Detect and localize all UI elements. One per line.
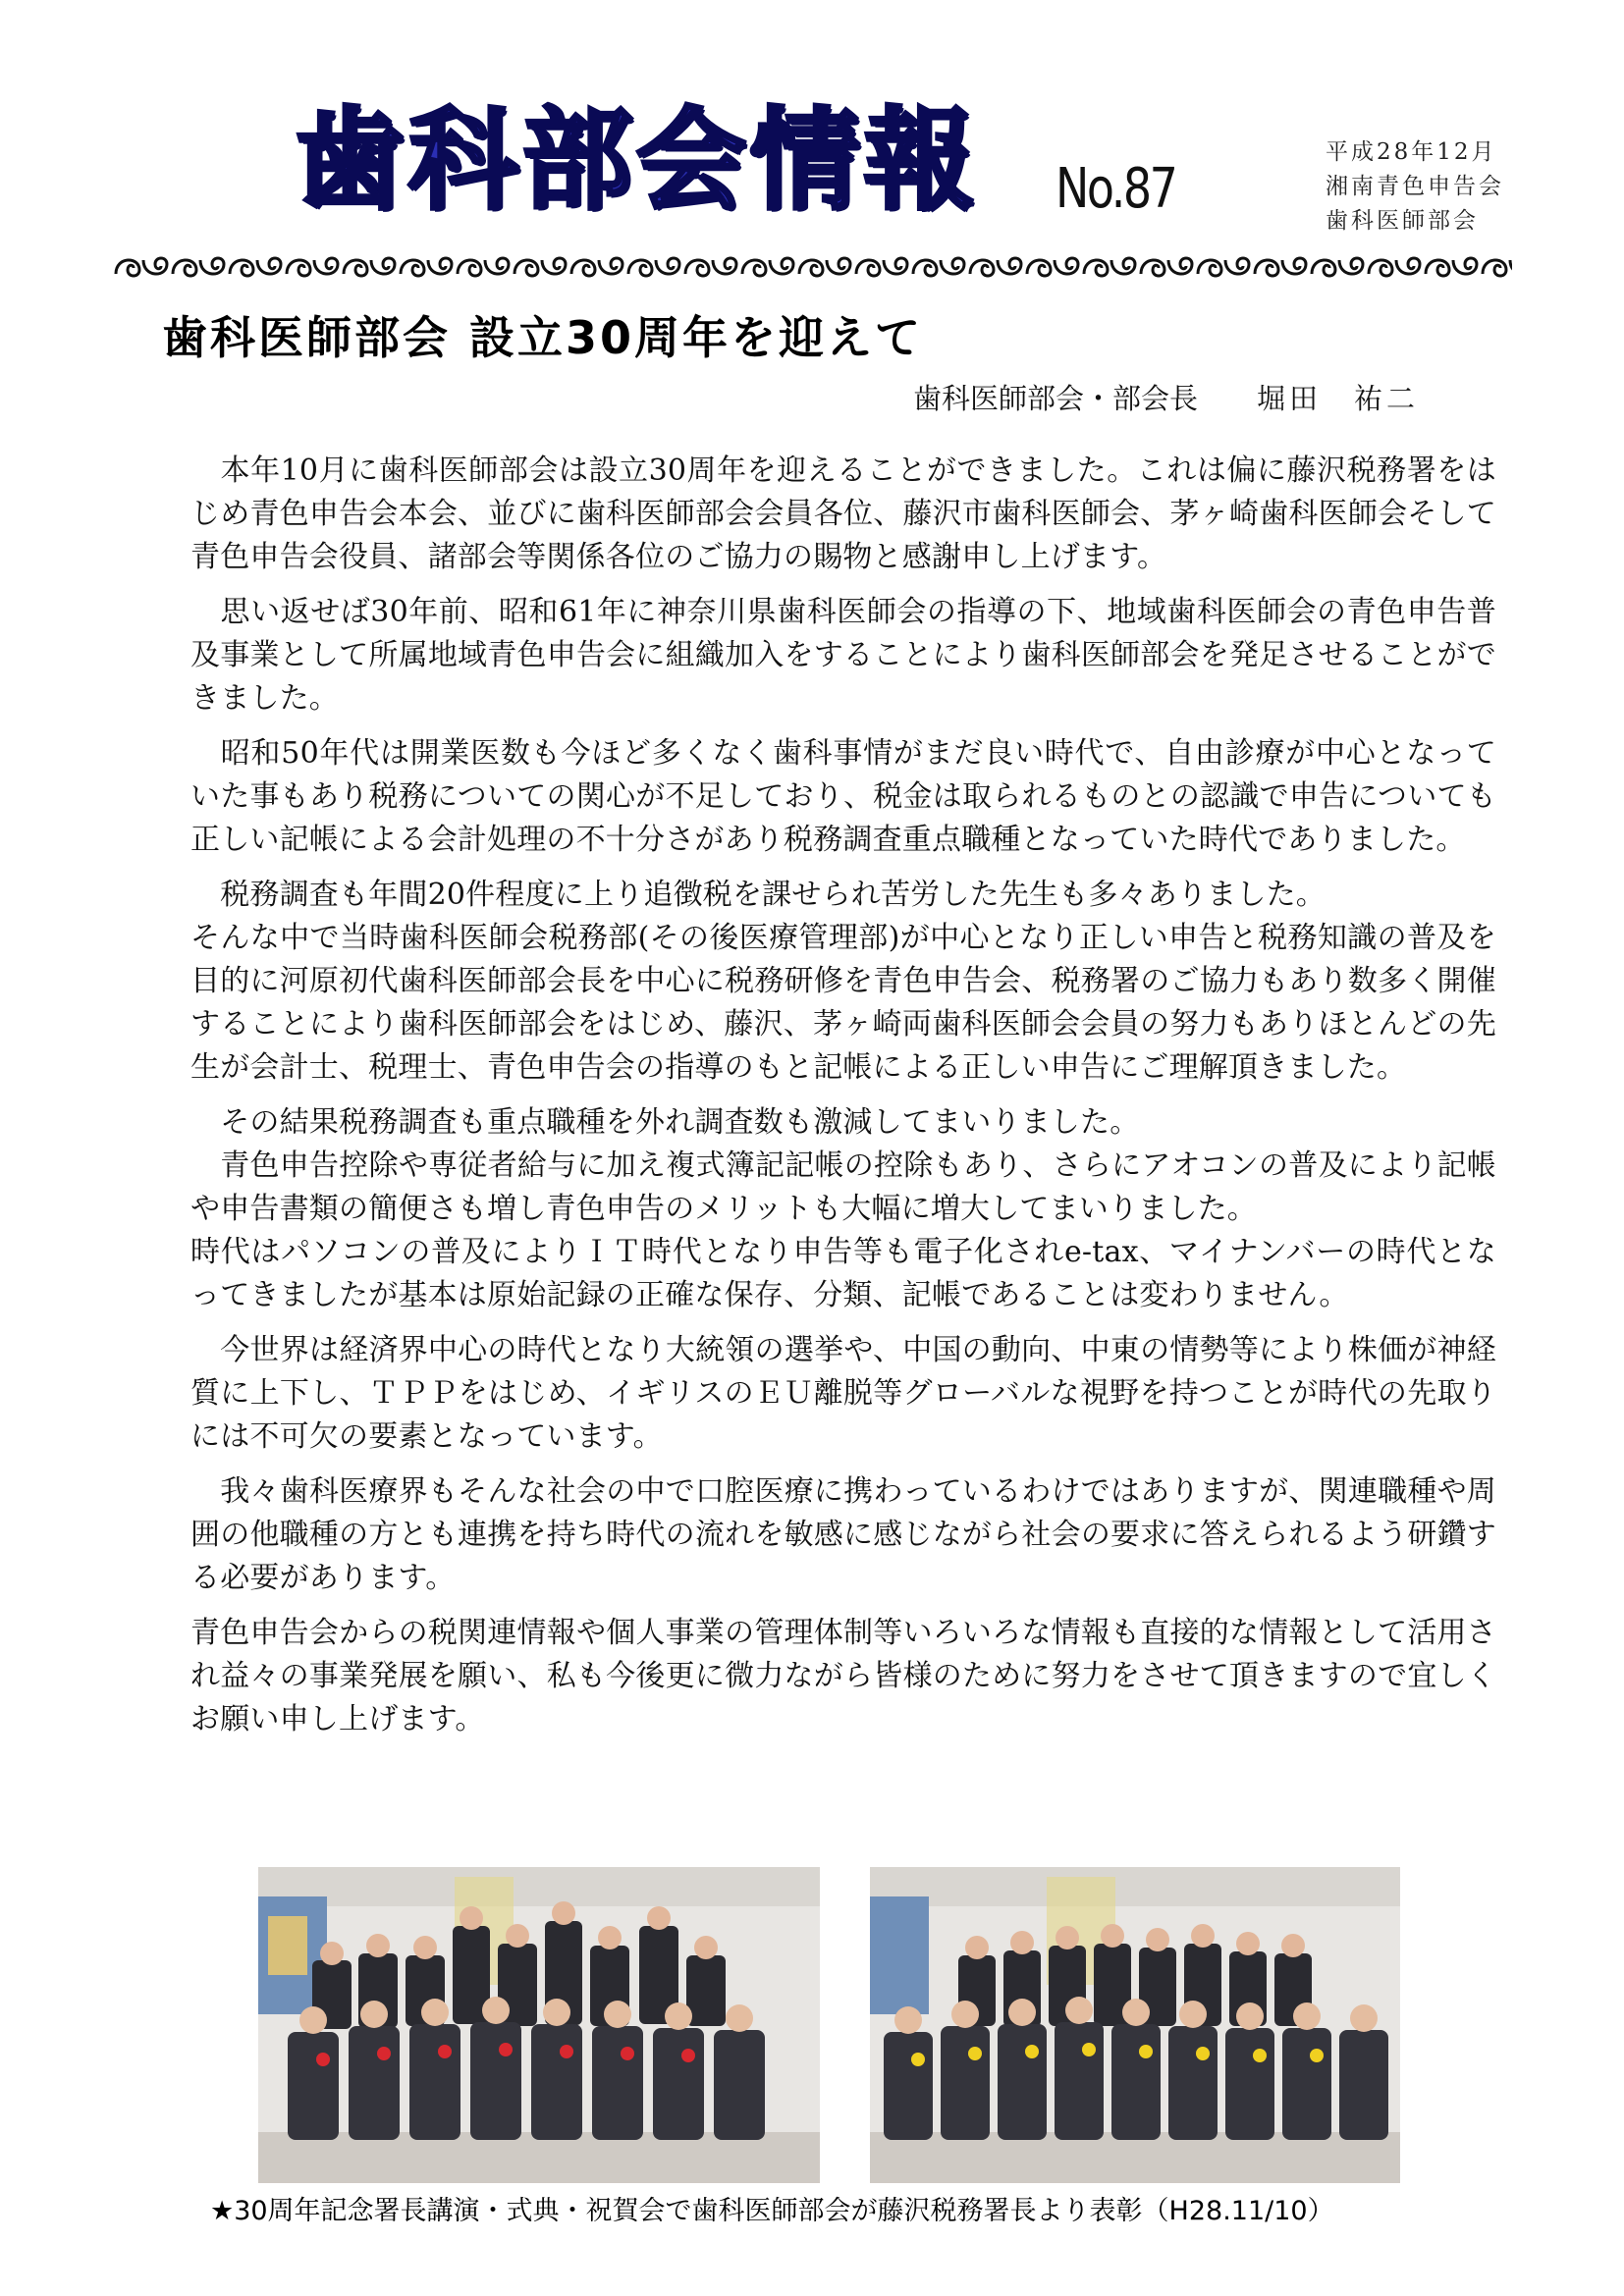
publication-info [1326,135,1571,239]
paragraph: そんな中で当時歯科医師会税務部(その後医療管理部)が中心となり正しい申告と税務知識の普及を目的に河原初代歯科医師部会長を中心に税務研修を青色申告会、税務署のご協力もあり数多く開催することにより歯科医師部会をはじめ、藤沢、茅ヶ崎両歯科医師会会員の努力もありほとんどの先生が会計士、税理士、青色申告会の指導のもと記帳による正しい申告にご理解頂きました。 [190,921,1496,1085]
photo-caption: ★30周年記念署長講演・式典・祝賀会で歯科医師部会が藤沢税務署長より表彰（H28.11/10） [210,2196,1334,2226]
publisher-line-1: 湘南青色申告会 [1326,174,1504,199]
paragraph: 昭和50年代は開業医数も今ほど多くなく歯科事情がまだ良い時代で、自由診療が中心となっていた事もあり税務についての関心が不足しており、税金は取られるものとの認識で申告についても正しい記帳による会計処理の不十分さがあり税務調査重点職種となっていた時代でありました。 [190,736,1496,857]
publication-date: 平成28年12月 [1326,139,1497,165]
paragraph: 本年10月に歯科医師部会は設立30周年を迎えることができました。これは偏に藤沢税務署をはじめ青色申告会本会、並びに歯科医師部会会員各位、藤沢市歯科医師会、茅ヶ崎歯科医師会そして青色申告会役員、諸部会等関係各位のご協力の賜物と感謝申し上げます。 [190,454,1496,574]
newsletter-title: 歯科部会情報 [295,97,978,225]
author-role: 歯科医師部会・部会長 [913,382,1199,415]
publisher-line-2: 歯科医師部会 [1326,208,1479,234]
paragraph: 青色申告会からの税関連情報や個人事業の管理体制等いろいろな情報も直接的な情報として活用され益々の事業発展を願い、私も今後更に微力ながら皆様のために努力をさせて頂きますので宜しくお願い申し上げます。 [190,1616,1496,1736]
article-headline: 歯科医師部会 設立30周年を迎えて [162,311,924,364]
paragraph: 思い返せば30年前、昭和61年に神奈川県歯科医師会の指導の下、地域歯科医師会の青色申告普及事業として所属地域青色申告会に組織加入をすることにより歯科医師部会を発足させることができました。 [190,595,1496,716]
paragraph: 青色申告控除や専従者給与に加え複式簿記記帳の控除もあり、さらにアオコンの普及により記帳や申告書類の簡便さも増し青色申告のメリットも大幅に増大してまいりました。 [190,1148,1496,1226]
decorative-border [114,250,1512,284]
paragraph: 我々歯科医療界もそんな社会の中で口腔医療に携わっているわけではありますが、関連職種や周囲の他職種の方とも連携を持ち時代の流れを敏感に感じながら社会の要求に答えられるよう研鑽する必要があります。 [190,1474,1496,1595]
paragraph: その結果税務調査も重点職種を外れ調査数も激減してまいりました。 [190,1105,1140,1140]
author-name: 堀田 祐二 [1257,382,1420,415]
article-byline [913,377,1419,417]
paragraph: 税務調査も年間20件程度に上り追徴税を課せられ苦労した先生も多々ありました。 [190,878,1326,912]
paragraph: 今世界は経済界中心の時代となり大統領の選挙や、中国の動向、中東の情勢等により株価が神経質に上下し、ＴＰＰをはじめ、イギリスのＥＵ離脱等グローバルな視野を持つことが時代の先取りには不可欠の要素となっています。 [190,1333,1496,1454]
issue-number: No.87 [1056,157,1176,221]
paragraph: 時代はパソコンの普及によりＩＴ時代となり申告等も電子化されe-tax、マイナンバーの時代となってきましたが基本は原始記録の正確な保存、分類、記帳であることは変わりません。 [190,1235,1496,1312]
group-photo-right [870,1867,1400,2183]
group-photo-left [258,1867,820,2183]
article-body [190,450,1496,1753]
